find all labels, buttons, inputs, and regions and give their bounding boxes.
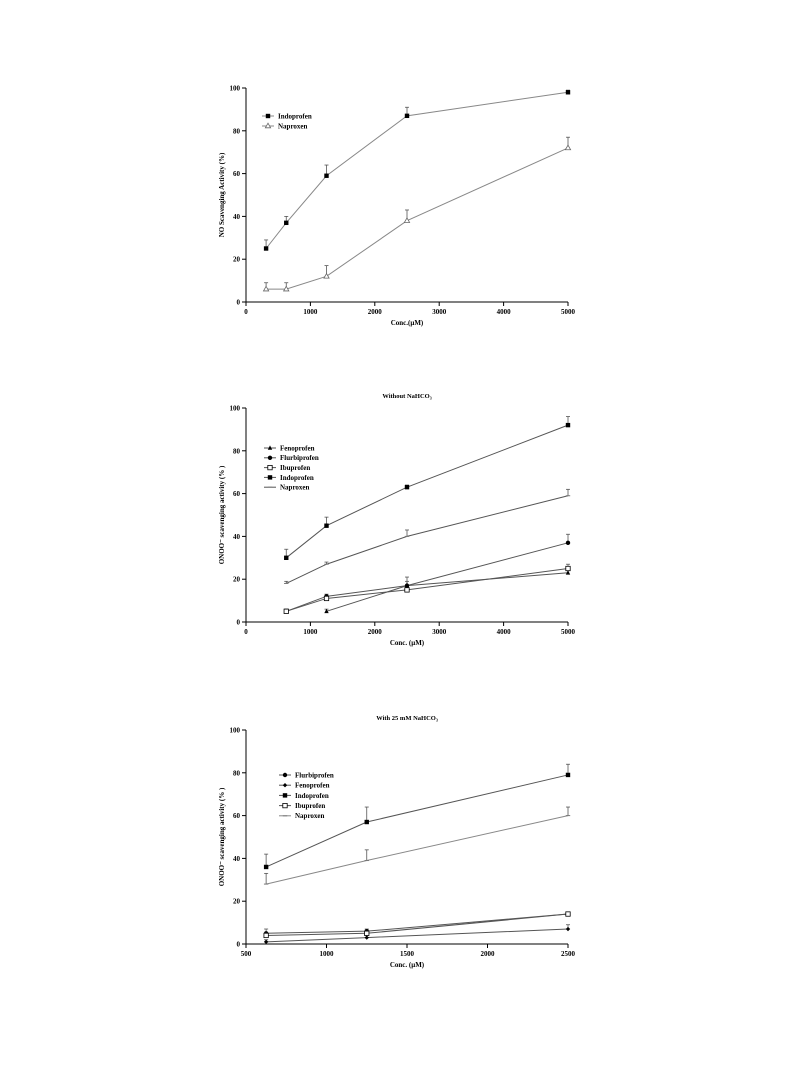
y-tick-label: 40 <box>233 212 240 221</box>
data-point <box>324 524 328 528</box>
series-line <box>266 914 568 933</box>
series-indoprofen <box>284 417 570 560</box>
x-tick-label: 4000 <box>496 628 511 636</box>
legend-label: Fenoprofen <box>280 444 315 453</box>
series-flurbiprofen <box>264 912 570 936</box>
y-tick-label: 80 <box>233 769 240 778</box>
data-point <box>405 583 409 587</box>
data-point <box>405 588 409 592</box>
series-naproxen <box>263 137 570 291</box>
y-tick-label: 60 <box>233 490 240 499</box>
legend-marker <box>268 456 272 460</box>
data-point <box>264 865 268 869</box>
series-line <box>327 573 569 612</box>
data-point <box>324 174 328 178</box>
data-point <box>284 609 288 613</box>
series-naproxen <box>284 489 570 583</box>
legend-marker <box>283 793 287 797</box>
x-tick-label: 3000 <box>432 308 447 316</box>
x-tick-label: 1000 <box>319 950 334 958</box>
chart-2 <box>218 393 576 647</box>
x-tick-label: 2000 <box>367 308 382 316</box>
y-tick-label: 80 <box>233 127 240 136</box>
data-point <box>284 221 288 225</box>
y-axis-label: ONOO⁻ scavenging activity (% ) <box>218 787 226 887</box>
y-tick-label: 20 <box>233 255 240 264</box>
legend-label: Naproxen <box>280 483 310 492</box>
data-point <box>365 931 369 935</box>
data-point <box>264 933 268 937</box>
x-tick-label: 5000 <box>561 308 575 316</box>
y-tick-label: 80 <box>233 447 240 456</box>
x-axis-label: Conc.(μM) <box>390 319 424 327</box>
data-point <box>566 773 570 777</box>
legend-marker <box>283 803 287 807</box>
data-point <box>565 145 570 150</box>
data-point <box>365 820 369 824</box>
legend-label: Indoprofen <box>278 112 312 121</box>
legend-label: Fenoprofen <box>295 781 330 790</box>
data-point <box>405 114 409 118</box>
legend-marker <box>266 114 270 118</box>
series-line <box>266 929 568 942</box>
x-tick-label: 2000 <box>367 628 382 636</box>
series-ibuprofen <box>264 912 570 938</box>
y-tick-label: 0 <box>236 618 240 627</box>
data-point <box>566 566 570 570</box>
data-point <box>566 423 570 427</box>
x-tick-label: 1000 <box>303 308 318 316</box>
y-tick-label: 60 <box>233 812 240 821</box>
legend-label: Indoprofen <box>280 473 314 482</box>
legend-marker <box>268 465 272 469</box>
series-line <box>286 425 568 558</box>
legend-marker <box>268 475 272 479</box>
data-point <box>324 274 329 279</box>
x-tick-label: 4000 <box>496 308 511 316</box>
legend-label: Flurbiprofen <box>295 771 334 780</box>
x-tick-label: 0 <box>244 308 248 316</box>
data-point <box>566 927 570 931</box>
x-tick-label: 5000 <box>561 628 575 636</box>
data-point <box>566 541 570 545</box>
data-point <box>566 912 570 916</box>
legend-marker <box>283 773 287 777</box>
y-tick-label: 40 <box>233 854 240 863</box>
data-point <box>284 556 288 560</box>
data-point <box>566 90 570 94</box>
legend-label: Naproxen <box>278 122 308 131</box>
data-point <box>365 935 369 939</box>
legend-label: Flurbiprofen <box>280 454 319 463</box>
y-tick-label: 20 <box>233 897 240 906</box>
chart-1 <box>218 85 576 328</box>
y-tick-label: 0 <box>236 940 240 949</box>
y-tick-label: 0 <box>236 298 240 307</box>
x-tick-label: 1500 <box>400 950 414 958</box>
data-point <box>264 940 268 944</box>
series-line <box>286 496 568 584</box>
series-line <box>266 148 568 289</box>
data-point <box>263 286 268 291</box>
x-tick-label: 2000 <box>480 950 495 958</box>
y-tick-label: 100 <box>229 726 240 735</box>
data-point <box>405 485 409 489</box>
chart-3 <box>218 715 576 969</box>
y-axis-label: NO Scavenging Activity (%) <box>218 152 226 238</box>
x-tick-label: 3000 <box>432 628 447 636</box>
series-ibuprofen <box>284 564 570 613</box>
x-tick-label: 0 <box>244 628 248 636</box>
series-line <box>286 569 568 612</box>
x-tick-label: 1000 <box>303 628 318 636</box>
y-tick-label: 60 <box>233 170 240 179</box>
series-line <box>266 816 568 884</box>
x-tick-label: 500 <box>240 950 252 958</box>
x-axis-label: Conc. (μM) <box>389 961 425 969</box>
data-point <box>324 596 328 600</box>
data-point <box>264 246 268 250</box>
legend-label: Ibuprofen <box>295 802 326 810</box>
y-tick-label: 100 <box>229 84 240 93</box>
y-tick-label: 100 <box>229 404 240 413</box>
x-tick-label: 2500 <box>561 950 575 958</box>
legend-label: Naproxen <box>295 812 325 821</box>
y-axis-label: ONOO⁻ scavenging activity (% ) <box>218 465 226 565</box>
legend-label: Ibuprofen <box>280 464 311 472</box>
y-tick-label: 40 <box>233 532 240 541</box>
legend-label: Indoprofen <box>295 791 329 800</box>
y-tick-label: 20 <box>233 575 240 584</box>
legend-marker <box>283 783 287 787</box>
chart-title: With 25 mM NaHCO₃ <box>376 715 438 722</box>
x-axis-label: Conc. (μM) <box>389 639 425 647</box>
chart-title: Without NaHCO₃ <box>382 393 432 400</box>
